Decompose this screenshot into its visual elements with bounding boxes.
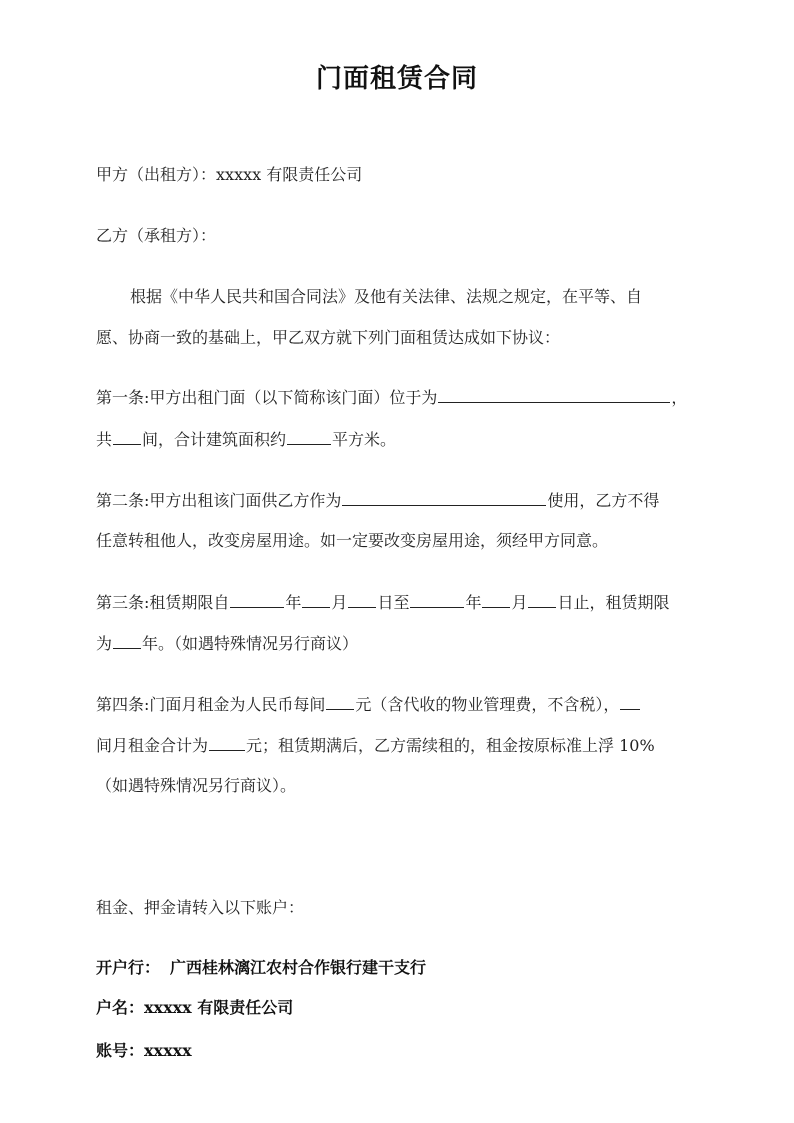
article-4-line-1 — [96, 693, 736, 716]
article-1-line-2 — [96, 428, 736, 451]
payment-intro: 租金、押金请转入以下账户： — [96, 898, 305, 917]
account-number-line — [96, 1040, 736, 1062]
party-a-line — [96, 164, 736, 186]
end-day-blank — [528, 591, 556, 608]
start-day-blank — [348, 591, 376, 608]
article-3-term-prefix: 为 — [96, 634, 113, 653]
article-4-line-2 — [96, 734, 736, 757]
article-2-text-2: 使用，乙方不得 — [547, 491, 660, 510]
article-1-area-unit: 平方米。 — [332, 430, 397, 449]
rooms-blank — [113, 428, 141, 445]
location-blank — [438, 386, 670, 403]
term-years-blank — [113, 632, 141, 649]
article-1-rooms-prefix: 共 — [96, 430, 113, 449]
article-4-text-3: 间月租金合计为 — [96, 736, 209, 755]
document-title: 门面租赁合同 — [315, 64, 478, 94]
article-2-line-2: 任意转租他人，改变房屋用途。如一定要改变房屋用途，须经甲方同意。 — [96, 531, 609, 550]
months-blank — [620, 693, 640, 710]
party-b-label: 乙方（承租方）： — [96, 226, 217, 245]
start-year-unit: 年 — [285, 593, 302, 612]
bank-value: 广西桂林漓江农村合作银行建干支行 — [170, 958, 427, 977]
usage-blank — [342, 489, 546, 506]
party-a-label: 甲方（出租方）： — [96, 165, 217, 184]
party-b-line — [96, 225, 736, 247]
article-1-text: 第一条:甲方出租门面（以下简称该门面）位于为 — [96, 388, 438, 407]
preamble-line-2: 愿、协商一致的基础上，甲乙双方就下列门面租赁达成如下协议： — [96, 328, 561, 347]
article-4-text-2: 元（含代收的物业管理费，不含税）， — [355, 695, 620, 714]
article-3-term-text: 年。（如遇特殊情况另行商议） — [142, 634, 359, 653]
total-rent-blank — [209, 734, 245, 751]
article-4-line-3: （如遇特殊情况另行商议）。 — [96, 776, 297, 795]
account-name-value: xxxxx 有限责任公司 — [144, 998, 294, 1017]
preamble-line-1: 根据《中华人民共和国合同法》及他有关法律、法规之规定，在平等、自 — [130, 287, 643, 306]
end-year-blank — [410, 591, 464, 608]
article-3-text: 第三条:租赁期限自 — [96, 593, 230, 612]
article-4-text: 第四条:门面月租金为人民币每间 — [96, 695, 326, 714]
start-month-blank — [302, 591, 330, 608]
article-3-line-1 — [96, 591, 736, 614]
article-4-text-4: 元；租赁期满后，乙方需续租的，租金按原标准上浮 10% — [246, 736, 655, 755]
start-day-unit: 日至 — [377, 593, 410, 612]
account-number-value: xxxxx — [144, 1041, 192, 1060]
article-1-area-text: 间，合计建筑面积约 — [142, 430, 287, 449]
account-number-label: 账号： — [96, 1041, 145, 1060]
end-day-unit: 日止，租赁期限 — [557, 593, 670, 612]
article-1-comma: ， — [671, 388, 688, 407]
article-3-line-2 — [96, 632, 736, 655]
article-2-line-1 — [96, 489, 736, 512]
end-year-unit: 年 — [465, 593, 482, 612]
end-month-blank — [482, 591, 510, 608]
start-year-blank — [230, 591, 284, 608]
account-name-line — [96, 997, 736, 1019]
bank-line — [96, 957, 736, 979]
article-2-text: 第二条:甲方出租该门面供乙方作为 — [96, 491, 342, 510]
account-name-label: 户名： — [96, 998, 145, 1017]
party-a-value: xxxxx 有限责任公司 — [216, 165, 363, 184]
bank-label: 开户行： — [96, 958, 161, 977]
end-month-unit: 月 — [511, 593, 528, 612]
article-1-line-1 — [96, 386, 736, 409]
start-month-unit: 月 — [331, 593, 348, 612]
area-blank — [287, 428, 331, 445]
rent-per-room-blank — [326, 693, 354, 710]
